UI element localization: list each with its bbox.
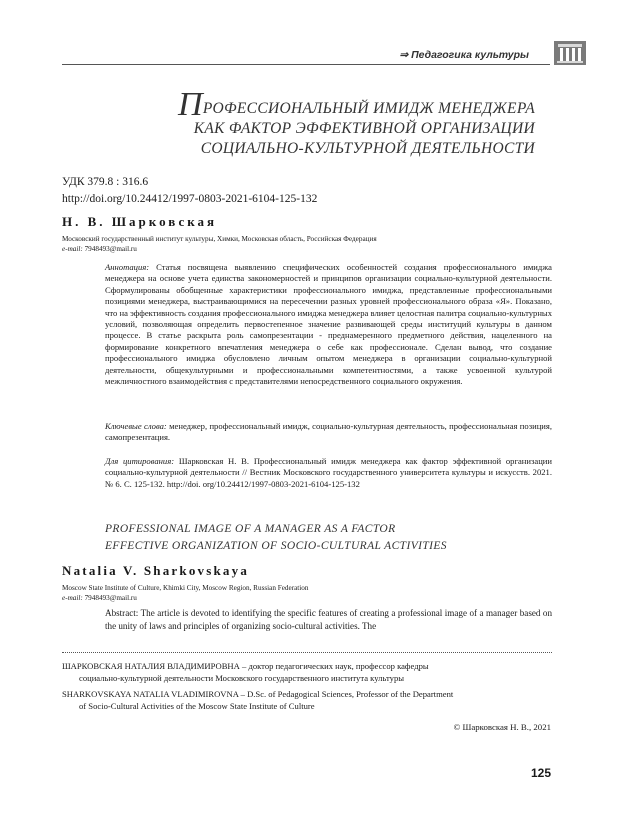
email-en[interactable]: 7948493@mail.ru (82, 594, 137, 602)
udk: УДК 379.8 : 316.6 (62, 176, 149, 188)
citation-ru (105, 456, 552, 490)
copyright: © Шарковская Н. В., 2021 (453, 722, 551, 732)
citation-label: Для цитирования: (105, 456, 175, 466)
email-label: e-mail: (62, 245, 83, 253)
title-line2: КАК ФАКТОР ЭФФЕКТИВНОЙ ОРГАНИЗАЦИИ (193, 120, 535, 137)
affiliation-ru: Московский государственный институт культуры, Химки, Московская область, Российская Федерация (62, 235, 377, 243)
abstract-text: Статья посвящена выявлению специфических особенностей создания профессионального имиджа менеджера на основе учета единства закономерностей и принципов организации социально-культурной деятельности. Сформулированы обобщенные характеристики профессионального имиджа, представленные профессиональными позициями менеджера, выстраивающимися на пересечении разных уровней профессионального образа «Я». Показано, что на эффективность создания профессионального имиджа менеджера влияет целостная палитра социально-культурных условий, позволяющая определить первостепенное значение развивающей среды институций культуры в данном процессе. В статье раскрыта роль самопрезентации - преднамеренного предметного действия, нацеленного на формирование конкретного впечатления менеджера о себе как профессионале. Сделан вывод, что создание профессионального имиджа обусловлено личным опытом менеджера в организации социально-культурной деятельности, общекультурными и профессиональными компетентностями, а также усвоенной культурой межличностного взаимодействия с представителями непосредственного социального окружения. (105, 262, 552, 387)
keywords-label: Ключевые слова: (105, 421, 167, 431)
article-title-en (105, 521, 447, 555)
email-ru-line (62, 245, 137, 253)
email-label-en: e-mail: (62, 594, 83, 602)
keywords-text: менеджер, профессиональный имидж, социально-культурная деятельность, профессиональная позиция, самопрезентация. (105, 421, 552, 443)
header-rule (62, 64, 550, 65)
footnote-en-rest: – D.Sc. of Pedagogical Sciences, Professor of the Department (238, 689, 454, 699)
article-title (115, 86, 535, 159)
title-line1: РОФЕССИОНАЛЬНЫЙ ИМИДЖ МЕНЕДЖЕРА (202, 100, 535, 117)
keywords-ru (105, 421, 552, 444)
abstract-label: Аннотация: (105, 262, 150, 272)
footnote-ru-rest: – доктор педагогических наук, профессор кафедры (239, 661, 429, 671)
title-initial: П (178, 86, 203, 123)
author-name-en: Natalia V. Sharkovskaya (62, 563, 250, 578)
footnote-en (62, 688, 552, 712)
title-line3: СОЦИАЛЬНО-КУЛЬТУРНОЙ ДЕЯТЕЛЬНОСТИ (200, 140, 535, 157)
title-en-line2: EFFECTIVE ORGANIZATION OF SOCIO-CULTURAL ACTIVITIES (105, 540, 447, 552)
footnote-en-name: SHARKOVSKAYA NATALIA VLADIMIROVNA (62, 689, 239, 699)
abstract-en: Abstract: The article is devoted to identifying the specific features of creating a professional image of a manager based on the unity of laws and principles of organizing socio-cultural activities. The (105, 608, 552, 631)
doi-link[interactable]: http://doi.org/10.24412/1997-0803-2021-6104-125-132 (62, 193, 318, 205)
page-number: 125 (530, 766, 551, 780)
title-en-line1: PROFESSIONAL IMAGE OF A MANAGER AS A FACTOR (105, 523, 396, 535)
email-ru[interactable]: 7948493@mail.ru (82, 245, 137, 253)
section-label: ⇒ Педагогика культуры (399, 49, 529, 61)
author-name-ru: Н. В. Шарковская (62, 214, 218, 229)
abstract-ru (105, 262, 552, 387)
citation-text: Шарковская Н. В. Профессиональный имидж менеджера как фактор эффективной организации социально-культурной деятельности // Вестник Московского государственного университета культуры и искусств. 2021. № 6. С. 125-132. http://doi. org/10.24412/1997-0803-2021-6104-125-132 (105, 456, 552, 489)
email-en-line (62, 594, 137, 602)
footnote-divider (62, 652, 552, 653)
footnote-ru-line2: социально-культурной деятельности Московского государственного института культуры (79, 673, 405, 683)
column-logo-icon (553, 40, 587, 66)
footnote-ru (62, 660, 552, 684)
footnote-en-line2: of Socio-Cultural Activities of the Moscow State Institute of Culture (79, 701, 315, 711)
footnote-ru-name: ШАРКОВСКАЯ НАТАЛИЯ ВЛАДИМИРОВНА (62, 661, 240, 671)
affiliation-en: Moscow State Institute of Culture, Khimki City, Moscow Region, Russian Federation (62, 584, 309, 592)
